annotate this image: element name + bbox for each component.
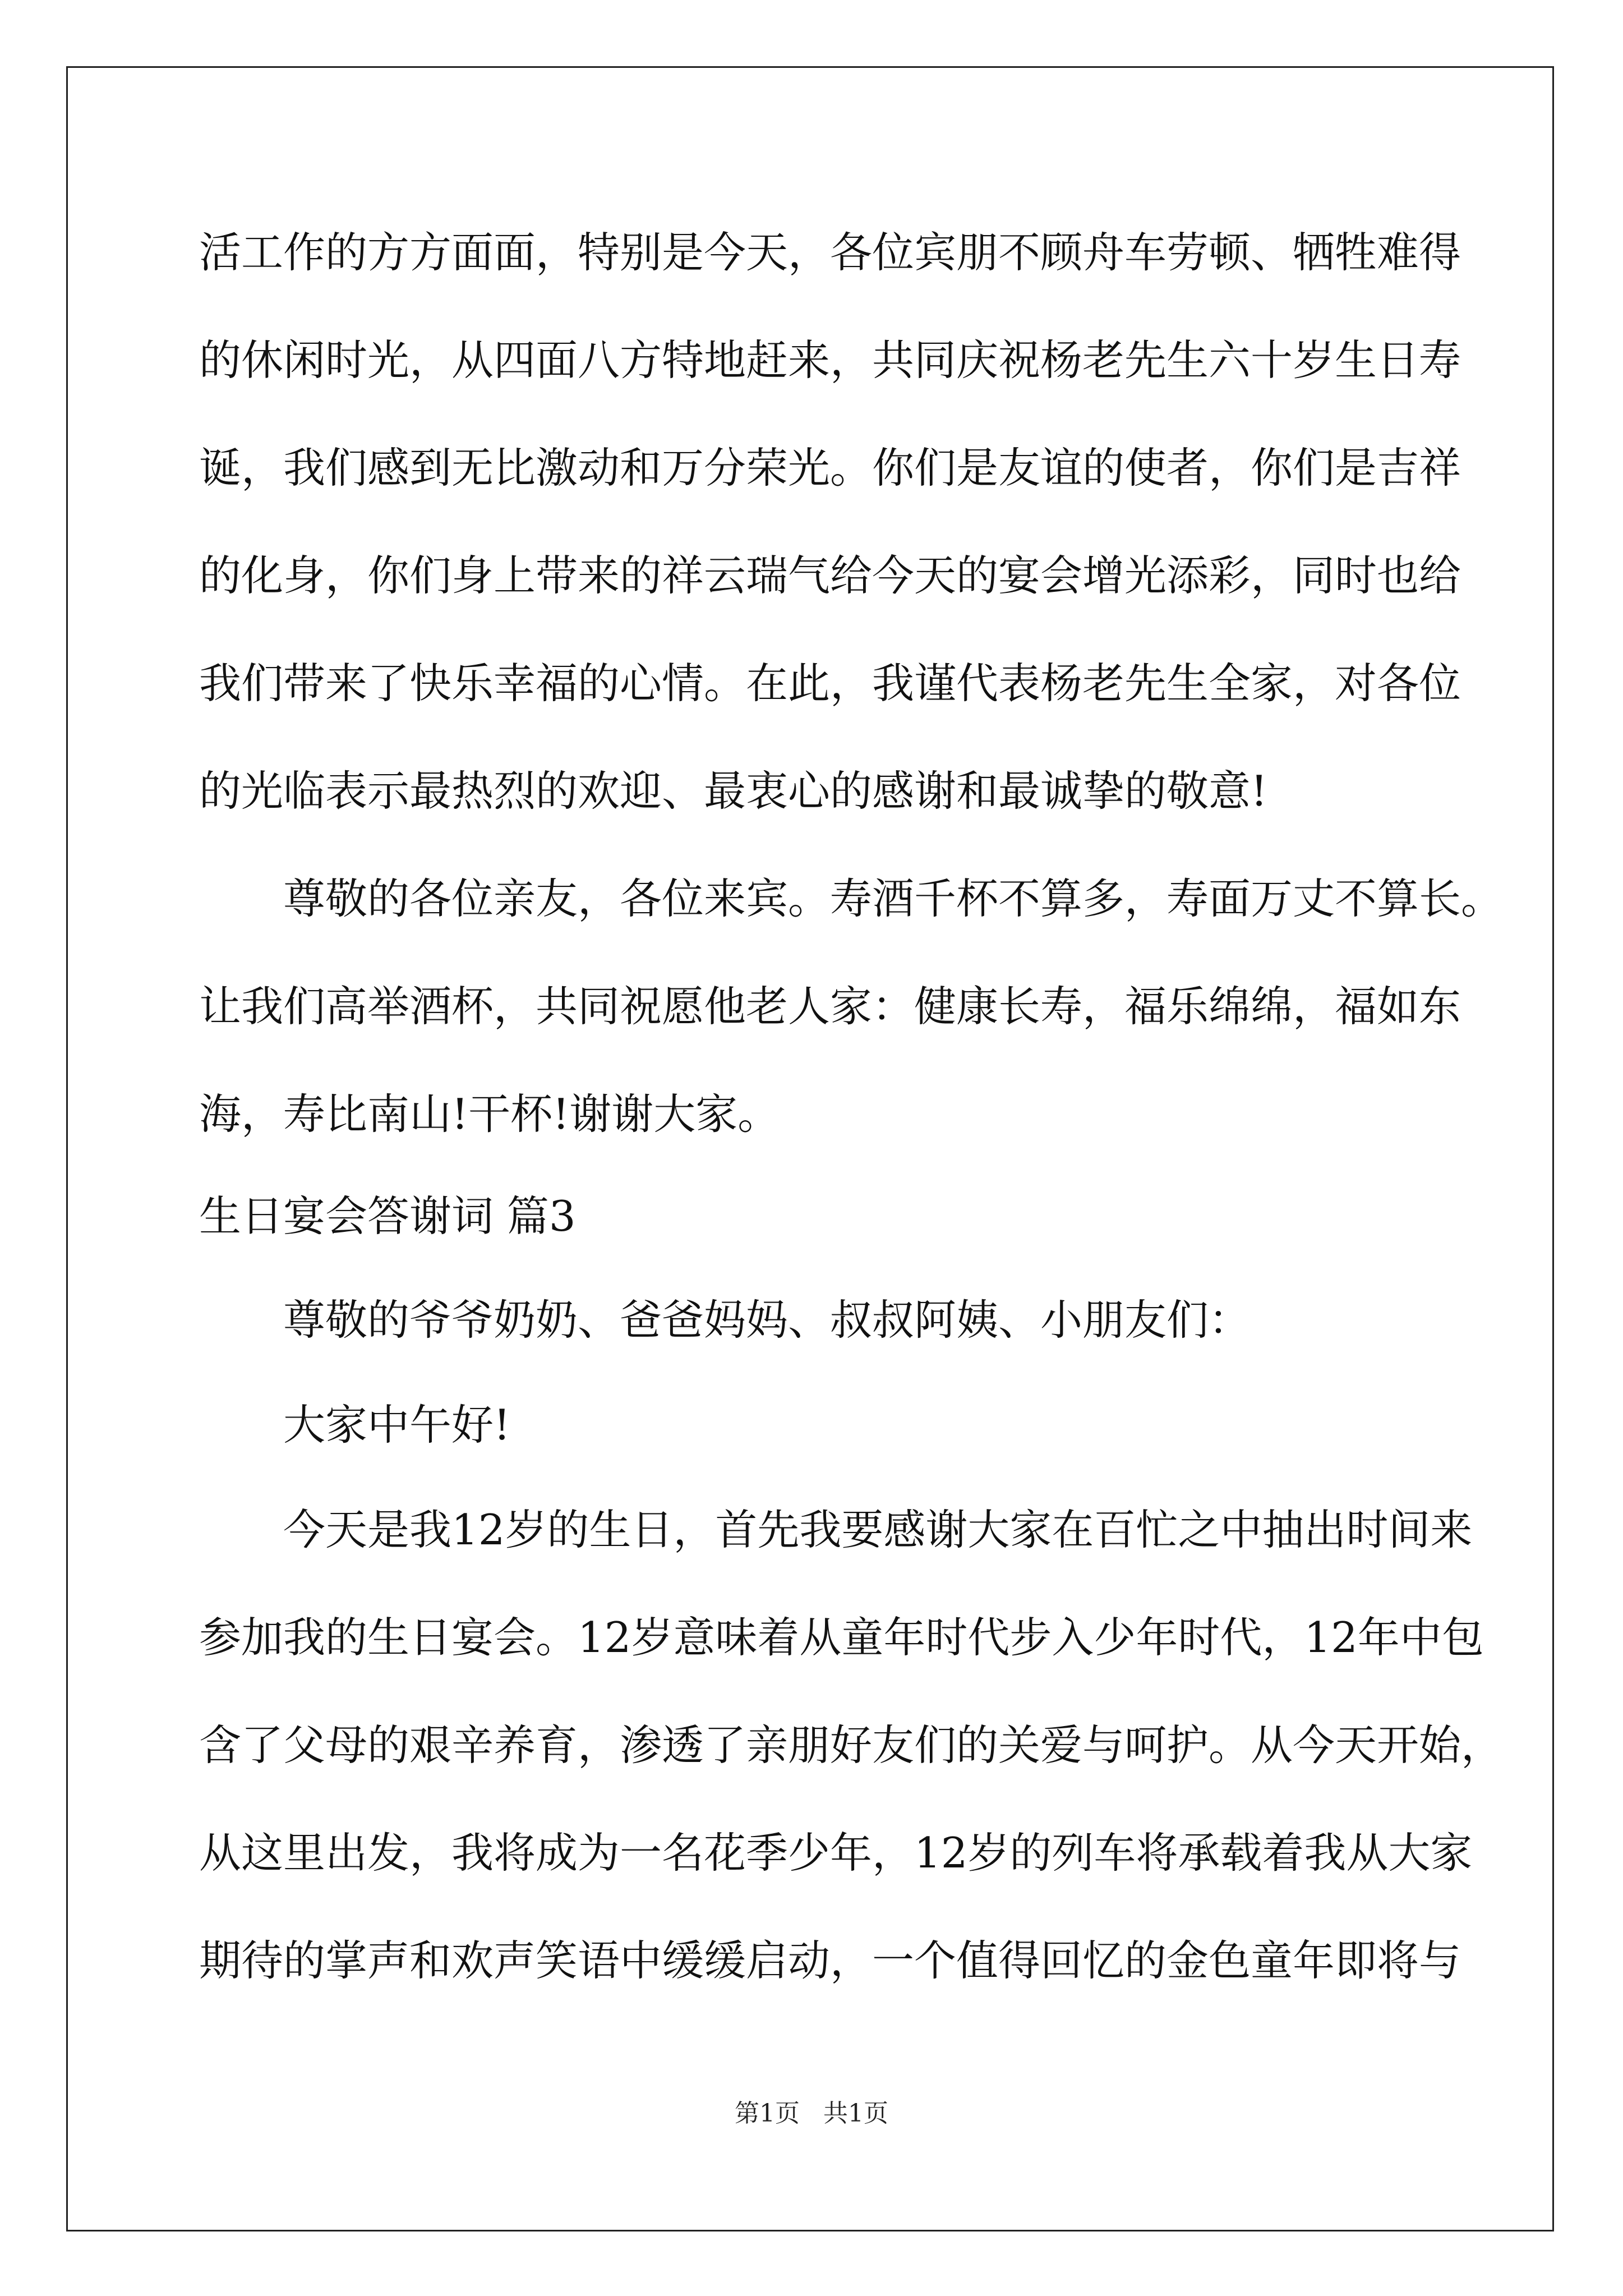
section-heading: 生日宴会答谢词 篇3 xyxy=(199,1191,576,1241)
paragraph-line: 让我们高举酒杯，共同祝愿他老人家：健康长寿，福乐绵绵，福如东 xyxy=(199,982,1461,1031)
paragraph-line: 期待的掌声和欢声笑语中缓缓启动，一个值得回忆的金色童年即将与 xyxy=(199,1936,1461,1985)
paragraph-line: 的光临表示最热烈的欢迎、最衷心的感谢和最诚挚的敬意! xyxy=(199,766,1268,816)
paragraph-line: 的化身，你们身上带来的祥云瑞气给今天的宴会增光添彩，同时也给 xyxy=(199,551,1461,600)
paragraph-line: 从这里出发，我将成为一名花季少年，12岁的列车将承载着我从大家 xyxy=(199,1828,1473,1878)
paragraph-line: 我们带来了快乐幸福的心情。在此，我谨代表杨老先生全家，对各位 xyxy=(199,659,1461,708)
paragraph-line: 活工作的方方面面，特别是今天，各位宾朋不顾舟车劳顿、牺牲难得 xyxy=(199,228,1461,277)
page-footer: 第1页 共1页 xyxy=(735,2099,888,2128)
salutation-line: 尊敬的爷爷奶奶、爸爸妈妈、叔叔阿姨、小朋友们： xyxy=(283,1295,1251,1345)
paragraph-line: 含了父母的艰辛养育，渗透了亲朋好友们的关爱与呵护。从今天开始， xyxy=(199,1720,1504,1770)
paragraph-line: 尊敬的各位亲友，各位来宾。寿酒千杯不算多，寿面万丈不算长。 xyxy=(283,874,1504,923)
paragraph-line: 今天是我12岁的生日，首先我要感谢大家在百忙之中抽出时间来 xyxy=(283,1505,1473,1554)
paragraph-line: 诞，我们感到无比激动和万分荣光。你们是友谊的使者，你们是吉祥 xyxy=(199,443,1461,493)
page-border xyxy=(66,66,1554,2231)
paragraph-line: 海，寿比南山!干杯!谢谢大家。 xyxy=(199,1089,780,1139)
paragraph-line: 的休闲时光，从四面八方特地赶来，共同庆祝杨老先生六十岁生日寿 xyxy=(199,335,1461,385)
paragraph-line: 参加我的生日宴会。12岁意味着从童年时代步入少年时代，12年中包 xyxy=(199,1613,1484,1662)
greeting-line: 大家中午好! xyxy=(283,1400,511,1450)
